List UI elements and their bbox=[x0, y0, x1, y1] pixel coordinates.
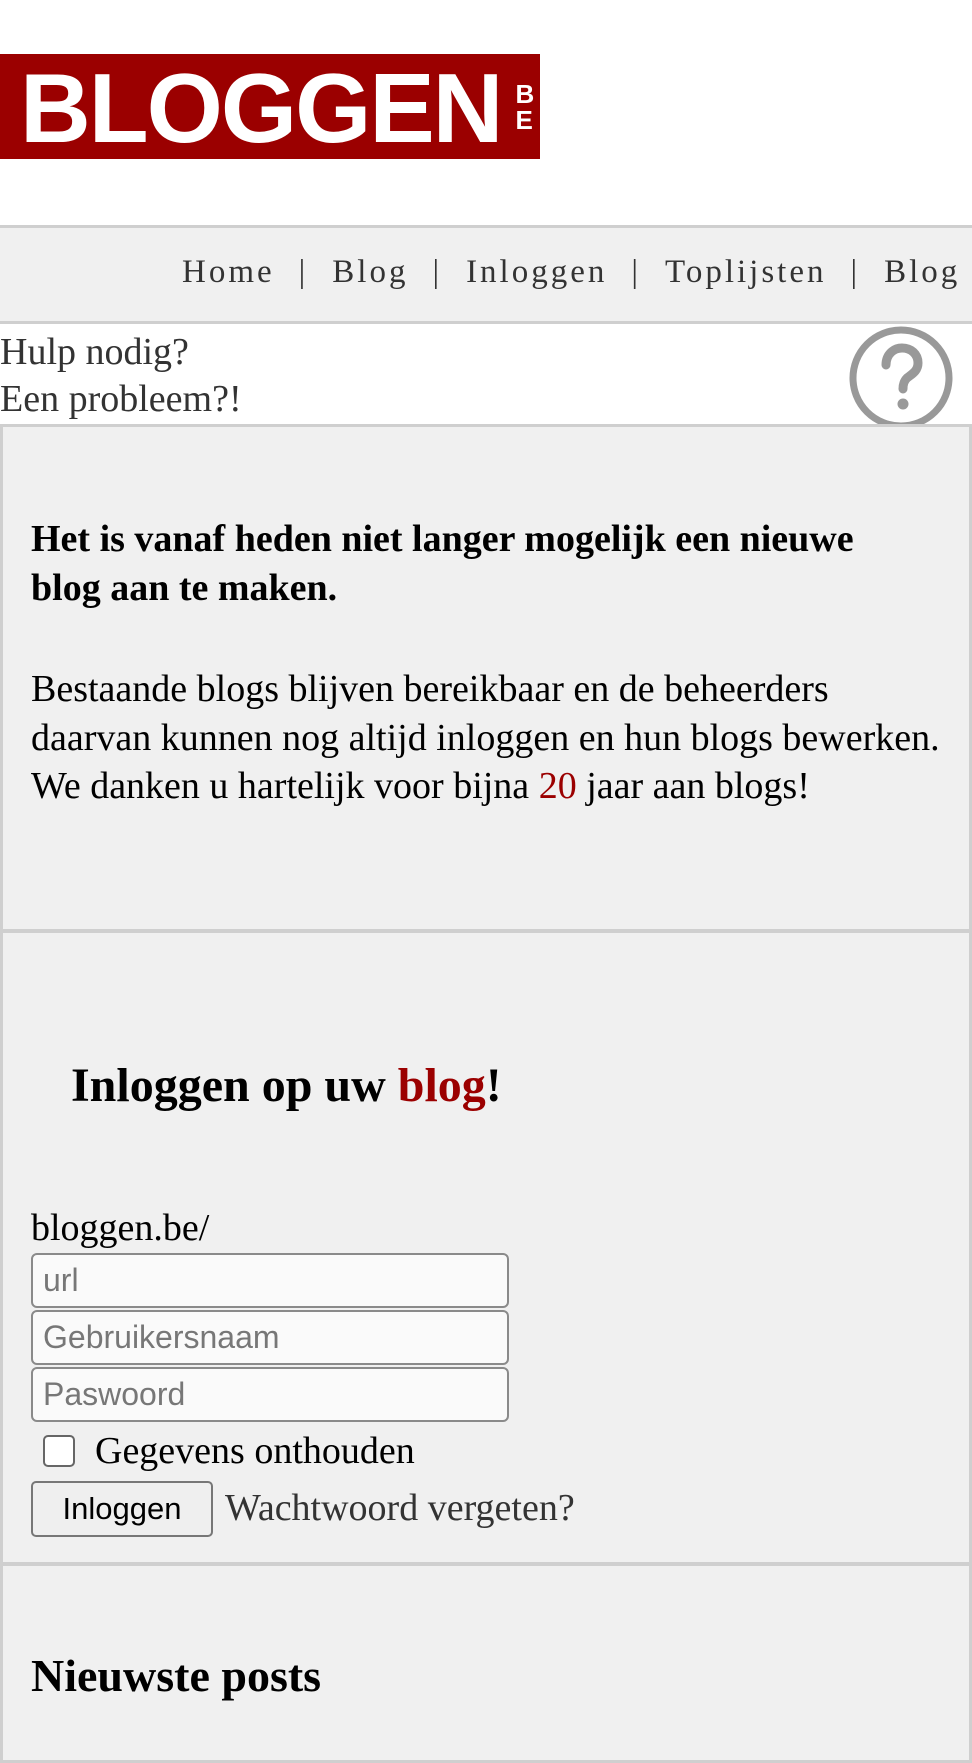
help-text bbox=[0, 329, 242, 423]
notice-text: Bestaande blogs blijven bereikbaar en de beheerders daarvan kunnen nog altijd inloggen en hun blogs bewerken. bbox=[31, 668, 940, 759]
help-bar[interactable] bbox=[0, 324, 972, 424]
thanks-before: We danken u hartelijk voor bijna bbox=[31, 765, 539, 807]
nav-item-home[interactable]: Home bbox=[182, 254, 275, 290]
logo-tld-e: E bbox=[515, 104, 533, 135]
nav-separator: | bbox=[631, 254, 641, 290]
nav-list bbox=[182, 254, 960, 291]
url-input[interactable] bbox=[31, 1253, 509, 1308]
nav-item-inloggen[interactable]: Inloggen bbox=[466, 254, 608, 290]
nav-separator: | bbox=[432, 254, 443, 290]
login-title-accent: blog bbox=[397, 1059, 486, 1112]
thanks-number: 20 bbox=[538, 765, 577, 807]
login-title bbox=[71, 1056, 502, 1116]
notice-thanks bbox=[31, 762, 951, 811]
login-button[interactable]: Inloggen bbox=[31, 1481, 213, 1537]
latest-posts-title: Nieuwste posts bbox=[31, 1650, 322, 1701]
login-title-after: ! bbox=[485, 1059, 502, 1112]
url-prefix: bloggen.be/ bbox=[31, 1207, 210, 1249]
notice-panel bbox=[0, 424, 972, 932]
remember-label: Gegevens onthouden bbox=[95, 1430, 415, 1472]
password-input[interactable] bbox=[31, 1367, 509, 1422]
logo-tld-b: B bbox=[515, 78, 535, 109]
logo-tld bbox=[515, 78, 535, 135]
remember-checkbox[interactable] bbox=[43, 1435, 75, 1467]
nav-separator: | bbox=[850, 254, 861, 290]
notice-title: Het is vanaf heden niet langer mogelijk een nieuwe blog aan te maken. bbox=[31, 518, 854, 609]
logo-text: BLOGGEN bbox=[20, 52, 502, 163]
help-line-1: Hulp nodig? bbox=[0, 331, 189, 373]
thanks-after: jaar aan blogs! bbox=[576, 765, 810, 807]
username-input[interactable] bbox=[31, 1310, 509, 1365]
nav-item-toplijsten[interactable]: Toplijsten bbox=[664, 254, 827, 290]
login-panel bbox=[0, 930, 972, 1565]
latest-posts-panel bbox=[0, 1563, 972, 1763]
notice-body bbox=[31, 665, 951, 811]
main-nav bbox=[0, 225, 972, 324]
forgot-password-link[interactable]: Wachtwoord vergeten? bbox=[225, 1487, 575, 1529]
nav-item-blog[interactable]: Blog bbox=[332, 254, 409, 290]
nav-separator: | bbox=[298, 254, 309, 290]
nav-item-blog-2[interactable]: Blog bbox=[884, 254, 961, 290]
bloggen-logo[interactable] bbox=[0, 52, 540, 163]
login-title-before: Inloggen op uw bbox=[71, 1059, 398, 1112]
help-line-2: Een probleem?! bbox=[0, 378, 242, 420]
question-circle-icon[interactable] bbox=[849, 326, 953, 430]
remember-me[interactable] bbox=[43, 1429, 415, 1473]
